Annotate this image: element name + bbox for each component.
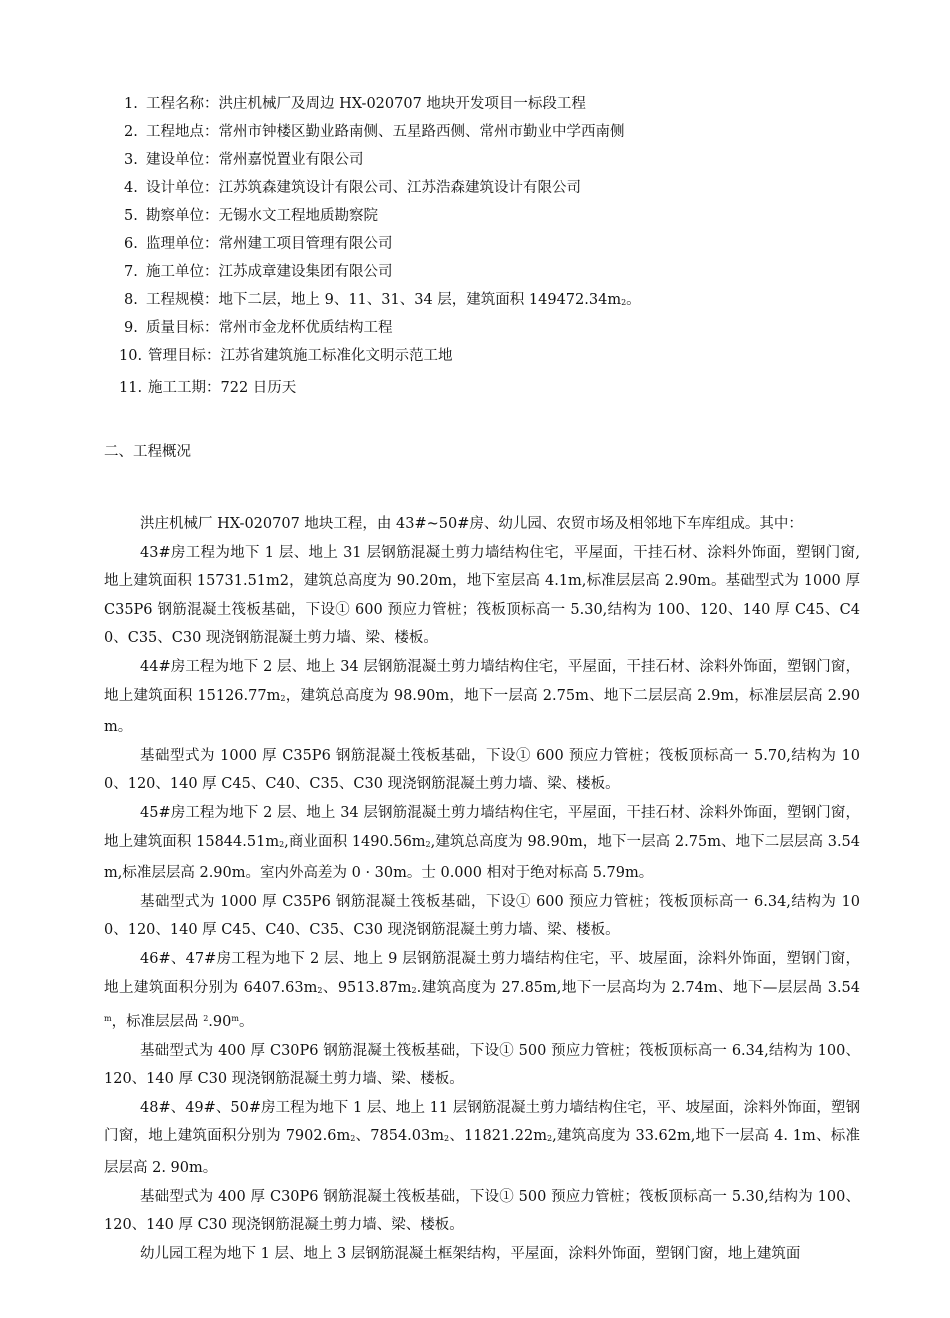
paragraph-text: 48#、49#、50#房工程为地下 1 层、地上 11 层钢筋混凝土剪力墙结构住宅，平、坡屋面，涂料外饰面，塑钢门窗，地上建筑面积分别为 7902.6m: [104, 1099, 860, 1145]
list-text: 工程规模：地下二层，地上 9、11、31、34 层，建筑面积 149472.34m: [146, 292, 622, 308]
paragraph: [104, 1094, 860, 1183]
list-number: 2.: [124, 124, 138, 140]
paragraph-text: ,建筑高度为 33.62m,地下一层高 4. 1m、标准层层高 2. 90m。: [104, 1128, 860, 1177]
list-text-wrap: [146, 286, 641, 317]
unit-subscript: 2: [621, 298, 627, 307]
list-text: 管理目标：江苏省建筑施工标准化文明示范工地: [148, 348, 453, 364]
paragraph-text: 、11821.22m: [449, 1128, 547, 1145]
list-number: 3.: [124, 152, 138, 168]
list-number: 5.: [124, 208, 138, 224]
list-item: [0, 286, 950, 314]
paragraph: [104, 653, 860, 742]
list-item: [0, 342, 950, 370]
list-text: 设计单位：江苏筑森建筑设计有限公司、江苏浩森建筑设计有限公司: [146, 180, 581, 196]
list-item: [0, 118, 950, 146]
paragraph-text: 44#房工程为地下 2 层、地上 34 层钢筋混凝土剪力墙结构住宅，平屋面，干挂石材、涂料外饰面，塑钢门窗，地上建筑面积 15126.77m: [104, 658, 860, 704]
list-number: 9.: [124, 320, 138, 336]
list-text: 勘察单位：无锡水文工程地质勘察院: [146, 208, 378, 224]
paragraph: 幼儿园工程为地下 1 层、地上 3 层钢筋混凝土框架结构，平屋面，涂料外饰面，塑钢门窗，地上建筑面: [140, 1245, 801, 1262]
paragraph: 洪庄机械厂 HX-020707 地块工程，由 43#~50#房、幼儿园、农贸市场及相邻地下车库组成。其中：: [140, 516, 803, 532]
unit-superscript: m: [231, 1014, 239, 1024]
paragraph-text: ，建筑总高度为 98.90m，地下一层高 2.75m、地下二层层高 2.9m，标准层层高 2.90m。: [104, 687, 860, 736]
paragraph: [104, 799, 860, 888]
list-item: [0, 202, 950, 230]
paragraph: [104, 945, 860, 1037]
unit-subscript: 2: [411, 985, 417, 995]
unit-superscript: m: [104, 1014, 112, 1024]
paragraph-text: ,商业面积 1490.56m: [284, 833, 426, 850]
unit-subscript: 2: [317, 985, 323, 995]
paragraph-text: 、9513.87m: [322, 979, 412, 996]
list-number: 4.: [124, 180, 138, 196]
list-text: 质量目标：常州市金龙杯优质结构工程: [146, 320, 393, 336]
paragraph-text: 。: [238, 1014, 254, 1031]
list-text: 施工单位：江苏成章建设集团有限公司: [146, 264, 393, 280]
list-text: 建设单位：常州嘉悦置业有限公司: [146, 152, 364, 168]
paragraph: 基础型式为 1000 厚 C35P6 钢筋混凝土筏板基础，下设① 600 预应力管桩；筏板顶标高一 6.34,结构为 100、120、140 厚 C45、C40、C35、C30 现浇钢筋混凝土剪力墙、梁、楼板。: [104, 893, 860, 939]
list-item: [0, 258, 950, 286]
paragraph: 基础型式为 1000 厚 C35P6 钢筋混凝土筏板基础，下设① 600 预应力管桩；筏板顶标高一 5.70,结构为 100、120、140 厚 C45、C40、C35、C30 现浇钢筋混凝土剪力墙、梁、楼板。: [104, 747, 860, 793]
list-item: [0, 230, 950, 258]
list-text-tail: 。: [626, 292, 641, 308]
list-item: [0, 374, 950, 402]
unit-subscript: 2: [279, 839, 285, 849]
paragraph-text: .90: [208, 1014, 232, 1031]
unit-subscript: 2: [425, 839, 431, 849]
list-number: 1.: [124, 96, 138, 112]
list-item: [0, 314, 950, 342]
overview-body: [104, 510, 860, 1268]
unit-subscript: 2: [350, 1134, 356, 1144]
list-number: 11.: [119, 380, 143, 396]
list-number: 6.: [124, 236, 138, 252]
paragraph-text: ，标准层层咼: [111, 1014, 204, 1031]
list-number: 10.: [119, 348, 143, 364]
list-text: 监理单位：常州建工项目管理有限公司: [146, 236, 393, 252]
paragraph: 基础型式为 400 厚 C30P6 钢筋混凝土筏板基础，下设① 500 预应力管桩；筏板顶标高一 6.34,结构为 100、120、140 厚 C30 现浇钢筋混凝土剪力墙、梁、楼板。: [104, 1042, 860, 1088]
list-item: [0, 146, 950, 174]
section-title: 二、工程概况: [104, 444, 191, 460]
paragraph-text: 45#房工程为地下 2 层、地上 34 层钢筋混凝土剪力墙结构住宅，平屋面，干挂石材、涂料外饰面，塑钢门窗，地上建筑面积 15844.51m: [104, 804, 860, 850]
list-text: 工程名称：洪庄机械厂及周边 HX-020707 地块开发项目一标段工程: [146, 96, 586, 112]
list-text: 工程地点：常州市钟楼区勤业路南侧、五星路西侧、常州市勤业中学西南侧: [146, 124, 625, 140]
project-info-list: [0, 90, 950, 402]
list-item: [0, 90, 950, 118]
paragraph: 43#房工程为地下 1 层、地上 31 层钢筋混凝土剪力墙结构住宅，平屋面，干挂石材、涂料外饰面，塑钢门窗, 地上建筑面积 15731.51m2，建筑总高度为 90.20m，地下室层高 4.1m,标准层层高 2.90m。基础型式为 1000 厚 C35P6 钢筋混凝土筏板基础，下设① 600 预应力管桩；筏板顶标高一 5.30,结构为 100、120、140 厚 C45、C40、C35、C30 现浇钢筋混凝土剪力墙、梁、楼板。: [104, 544, 860, 647]
unit-subscript: 2: [547, 1134, 553, 1144]
list-number: 7.: [124, 264, 138, 280]
unit-superscript: 2: [203, 1014, 209, 1024]
unit-subscript: 2: [280, 693, 286, 703]
paragraph-text: 46#、47#房工程为地下 2 层、地上 9 层钢筋混凝土剪力墙结构住宅，平、坡屋面，涂料外饰面，塑钢门窗，地上建筑面积分别为 6407.63m: [104, 950, 860, 996]
unit-subscript: 2: [443, 1134, 450, 1144]
paragraph-text: 、7854.03m: [355, 1128, 444, 1145]
list-text: 施工工期：722 日历天: [148, 380, 297, 396]
paragraph: 基础型式为 400 厚 C30P6 钢筋混凝土筏板基础，下设① 500 预应力管桩；筏板顶标高一 5.30,结构为 100、120、140 厚 C30 现浇钢筋混凝土剪力墙、梁、楼板。: [104, 1188, 860, 1234]
list-number: 8.: [124, 292, 138, 308]
paragraph-text: .建筑高度为 27.85m,地下一层高均为 2.74m、地下—层层咼 3.54: [416, 979, 861, 996]
paragraph-text: ,建筑总高度为 98.90m，地下一层高 2.75m、地下二层层高 3.54m,标准层层高 2.90m。室内外高差为 0 · 30m。士 0.000 相对于绝对标高 5.79m。: [104, 833, 861, 882]
list-item: [0, 174, 950, 202]
